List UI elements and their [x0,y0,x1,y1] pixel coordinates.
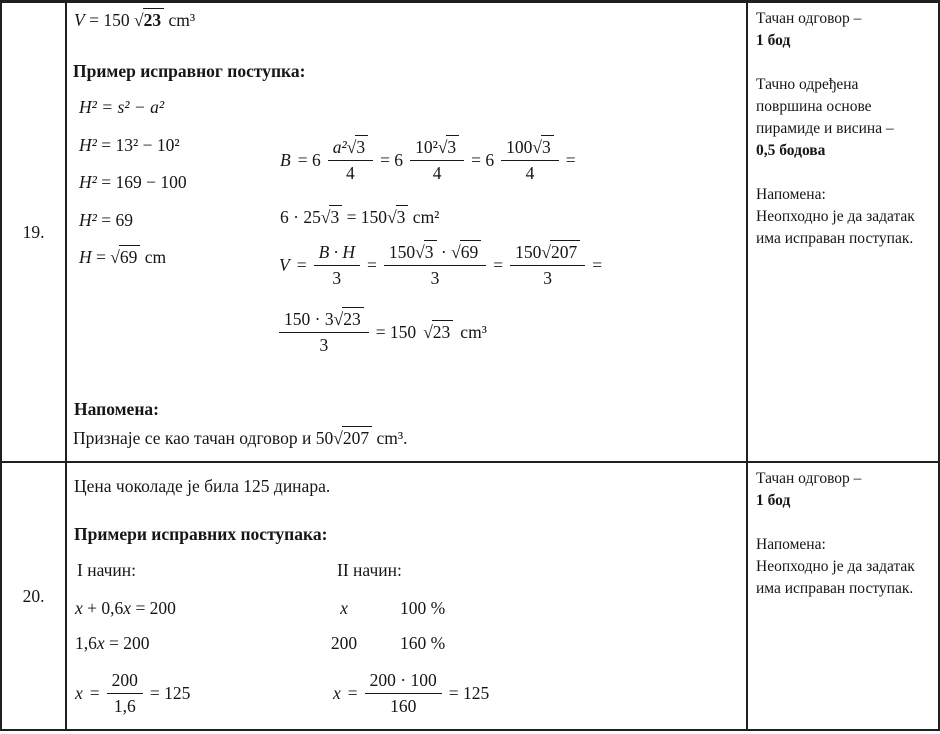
procedure-heading: Пример исправног поступка: [73,61,306,81]
sqrt-expression [387,207,408,227]
sqrt-expression [451,242,481,262]
fraction [365,669,442,718]
eq-rhs: = 13² − 10² [96,134,180,155]
task-20-solution-cell [65,461,746,729]
num-text: 150 [388,242,416,262]
denominator: 3 [384,265,486,290]
math-text: = 125 [149,683,191,703]
denominator: 4 [410,160,464,185]
math-text: = 150 [346,207,388,227]
denominator: 160 [365,693,442,718]
sqrt-sign: √ [110,247,120,267]
sqrt-expression [333,428,372,448]
price-answer: Цена чоколаде је била 125 динара. [74,476,331,496]
equation-line [75,591,190,626]
numerator [501,136,559,160]
height-equations [79,89,187,277]
fraction [510,241,585,290]
sqrt-expression [347,137,368,157]
equation-line [333,669,489,718]
num-text: 10² [415,137,438,157]
num-text: 100 [506,137,533,157]
radicand: 69 [119,245,141,267]
denominator: 3 [279,332,369,357]
math-text: = 200 [104,633,150,653]
fraction [328,136,373,185]
eq-sign: = [347,683,358,703]
sqrt-expression [110,247,140,267]
denominator: 3 [510,265,585,290]
sqrt-expression [532,137,553,157]
fraction [314,241,360,290]
variable-x: x [340,598,348,618]
denominator: 1,6 [107,693,143,718]
math-text: 1,6 [75,633,97,653]
unit: cm² [412,207,440,227]
volume-equation [279,241,602,290]
task-19-number-cell [2,3,65,461]
radicand: 23 [342,307,364,329]
note-text: Неопходно је да задатак има исправан поступак. [756,558,915,597]
eq-lhs: H² [79,172,97,192]
correct-answer-points: 1 бод [756,32,791,49]
note-text: Неопходно је да задатак има исправан поступак. [756,208,915,247]
radicand: 207 [342,426,372,448]
variable-b: B [280,150,291,170]
remark-line [73,428,407,449]
equation-line [79,127,187,165]
eq-sign: = [89,683,100,703]
times-dot: · [436,242,452,262]
eq-lhs: H² [79,134,97,155]
sqrt-sign: √ [387,207,397,227]
spacer [756,52,926,74]
correct-answer-label: Тачан одговор – [756,10,862,27]
base-area-result [280,207,576,228]
radicand: 3 [329,205,342,227]
numerator: 200 [111,670,138,690]
variable-x: x [333,683,341,703]
sqrt-sign: √ [423,322,433,342]
base-area-block [280,136,576,228]
sqrt-expression [334,309,364,329]
eq-sign: = [592,255,603,275]
num-text: 150 [515,242,542,262]
eq-sign: = [91,247,106,267]
radicand: 3 [396,205,409,227]
variable-x: x [123,598,132,618]
sqrt-sign: √ [346,137,357,157]
eq-rhs: = s² − a² [96,97,165,117]
denominator: 3 [314,265,360,290]
math-text: = 125 [448,683,490,703]
eq-sign: = 150 [375,322,417,342]
method1-equations [75,591,190,718]
sqrt-sign: √ [333,309,344,329]
percent-value: 100 % [400,598,446,618]
variable-v: V [279,255,290,275]
task-19-solution-cell [65,3,746,461]
radicand: 69 [460,240,482,262]
remark-text: Признаје се као тачан одговор и 50 [73,428,334,448]
radicand: 207 [550,240,580,262]
numerator [510,241,585,265]
eq-lhs: H² [79,209,97,230]
num-text: 150 · 3 [284,309,334,329]
task-19-number: 19. [22,221,45,242]
note-label: Напомена: [756,536,826,553]
sqrt-expression [438,137,459,157]
variable-x: x [96,633,105,653]
sqrt-sign: √ [320,207,331,227]
task-20-scoring-cell [746,461,938,729]
eq-sign: = [296,255,307,275]
sqrt-expression [423,322,453,343]
math-text: = 200 [131,598,176,618]
method2-label: II начин: [337,560,402,580]
fraction [410,136,464,185]
correct-answer-points: 1 бод [756,492,791,509]
radicand: 3 [541,135,554,157]
remark-heading: Напомена: [74,399,159,419]
math-text: 6 · 25 [280,207,321,227]
method2-proportion [320,591,489,718]
partial-credit-label: Тачно одређена површина основе пирамиде и висина – [756,76,894,137]
sqrt-sign: √ [133,10,144,30]
equation-line [75,669,190,718]
sqrt-expression [541,242,580,262]
radicand: 3 [446,135,459,157]
unit: cm³ [460,322,487,342]
method1-label: I начин: [77,560,137,580]
radicand: 3 [424,240,437,262]
sqrt-expression [321,207,342,227]
equation-line [79,239,187,277]
radicand: 3 [355,135,368,157]
numerator: 200 · 100 [369,670,437,690]
sqrt-sign: √ [451,242,461,262]
methods-heading: Примери исправних поступака: [74,524,328,544]
proportion-row [320,626,489,661]
math-text: + 0,6 [82,598,124,618]
note-label: Напомена: [756,186,826,203]
sqrt-sign: √ [333,428,343,448]
sqrt-sign: √ [415,242,425,262]
equation-line [79,164,187,202]
equation-line [75,626,190,661]
eq-sign: = 6 [297,150,321,170]
proportion-row [320,591,489,626]
variable-v: V [74,10,85,30]
numerator: B · H [318,242,356,262]
eq-lhs: H² [79,97,97,117]
amount-value: 200 [330,633,358,653]
eq-rhs: = 69 [96,209,134,230]
variable-x: x [75,683,83,703]
sqrt-expression [415,242,436,262]
sqrt-sign: √ [541,242,551,262]
equation-line [79,202,187,240]
sqrt-sign: √ [532,137,543,157]
final-answer-formula [74,10,195,31]
fraction [501,136,559,185]
correct-answer-label: Тачан одговор – [756,470,862,487]
num-text: a² [332,137,347,157]
numerator [279,308,369,332]
spacer [756,162,926,184]
eq-sign: = 6 [471,150,495,170]
fraction [384,241,486,290]
unit: cm³. [376,428,408,448]
eq-sign: = [367,255,377,275]
fraction [107,669,143,718]
task-19-scoring-cell [746,3,938,461]
unit: cm [144,247,167,267]
numerator [410,136,464,160]
eq-lhs: H [79,247,92,267]
answer-value: = 150 [84,10,130,30]
percent-value: 160 % [400,633,446,653]
task-20-number: 20. [22,585,45,606]
fraction [279,308,369,357]
task-20-number-cell [2,461,65,729]
eq-sign: = [493,255,504,275]
volume-result [279,308,602,357]
numerator [328,136,373,160]
eq-sign: = [565,150,576,170]
unit: cm³ [168,10,196,30]
base-area-equation [280,136,576,185]
sqrt-sign: √ [437,137,448,157]
numerator [384,241,486,265]
denominator: 4 [328,160,373,185]
equation-line [79,89,187,127]
volume-block [279,241,602,357]
spacer [756,512,926,534]
sqrt-expression [134,10,164,30]
denominator: 4 [501,160,559,185]
eq-rhs: = 169 − 100 [96,172,187,192]
eq-sign: = 6 [380,150,404,170]
radicand: 23 [143,8,165,30]
partial-credit-points: 0,5 бодова [756,142,826,159]
radicand: 23 [432,320,454,342]
variable-x: x [75,598,83,618]
